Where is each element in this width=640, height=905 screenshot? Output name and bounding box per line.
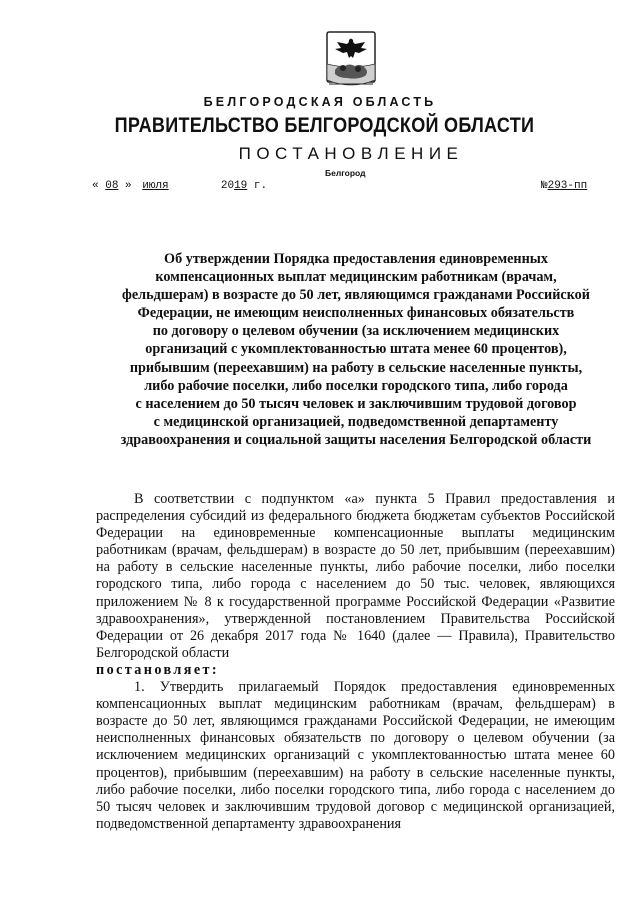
document-date — [92, 180, 267, 192]
date-month: июля — [142, 180, 169, 192]
city-name: Белгород — [325, 168, 366, 178]
clause-1-paragraph: 1. Утвердить прилагаемый Порядок предоставления единовременных компенсационных выплат медицинским работникам (врачам, фельдшерам) в возрасте до 50 лет, являющимся гражданами Российской Федерации, не имеющим неисполненных финансовых обязательств по договору о целевом обучении (за исключением медицинских организаций с укомплектованностью штата менее 60 процентов), прибывшим (переехавшим) на работу в сельские населенные пункты, либо рабочие поселки, либо поселки городского типа, либо города с населением до 50 тысяч человек и заключившим трудовой договор с медицинской организацией, подведомственной департаменту здравоохранения — [96, 679, 615, 832]
date-year-prefix: 20 — [220, 180, 235, 192]
title-line: Об утверждении Порядка предоставления единовременных — [164, 251, 548, 267]
number-value: 293-пп — [547, 180, 588, 192]
date-close-quote: » — [125, 180, 132, 192]
title-line: прибывшим (переехавшим) на работу в сельские населенные пункты, — [129, 359, 583, 376]
coat-of-arms-icon — [325, 30, 377, 90]
document-type: ПОСТАНОВЛЕНИЕ — [238, 144, 464, 163]
number-prefix: № — [541, 180, 548, 192]
title-line: организаций с укомплектованностью штата менее 60 процентов), — [145, 341, 567, 358]
title-line: здравоохранения и социальной защиты населения Белгородской области — [120, 431, 592, 448]
document-number — [541, 180, 587, 192]
document-body — [96, 491, 615, 833]
resolves-word: постановляет: — [96, 661, 220, 678]
government-name: ПРАВИТЕЛЬСТВО БЕЛГОРОДСКОЙ ОБЛАСТИ — [114, 114, 535, 137]
date-year-suffix: 19 — [234, 180, 248, 192]
title-line: по договору о целевом обучении (за исключением медицинских — [152, 323, 560, 340]
title-line: либо рабочие поселки, либо поселки городского типа, либо города — [144, 377, 568, 394]
date-open-quote: « — [92, 180, 99, 192]
date-day: 08 — [105, 180, 119, 192]
document-title — [96, 250, 616, 449]
preamble-paragraph: В соответствии с подпунктом «а» пункта 5 Правил предоставления и распределения субсидий из федерального бюджета бюджетам субъектов Российской Федерации на единовременные компенсационные выплаты медицинским работникам (врачам, фельдшерам) в возрасте до 50 лет, прибывшим (переехавшим) на работу в сельские населенные пункты, либо рабочие поселки, либо поселки городского типа, либо города с населением до 50 тыс. человек, являющихся приложением № 8 к государственной программе Российской Федерации «Развитие здравоохранения», утвержденной постановлением Правительства Российской Федерации от 26 декабря 2017 года № 1640 (далее — Правила), Правительство Белгородской области — [96, 491, 615, 661]
title-line: с медицинской организацией, подведомственной департаменту — [153, 413, 559, 430]
title-line: с населением до 50 тысяч человек и заключившим трудовой договор — [135, 395, 577, 412]
title-line: компенсационных выплат медицинским работникам (врачам, — [155, 269, 557, 286]
title-line: фельдшерам) в возрасте до 50 лет, являющимся гражданами Российской — [122, 287, 590, 304]
date-year-mark: г. — [253, 180, 268, 192]
title-line: Федерации, не имеющим неисполненных финансовых обязательств — [137, 305, 575, 322]
region-name: БЕЛГОРОДСКАЯ ОБЛАСТЬ — [203, 95, 437, 109]
